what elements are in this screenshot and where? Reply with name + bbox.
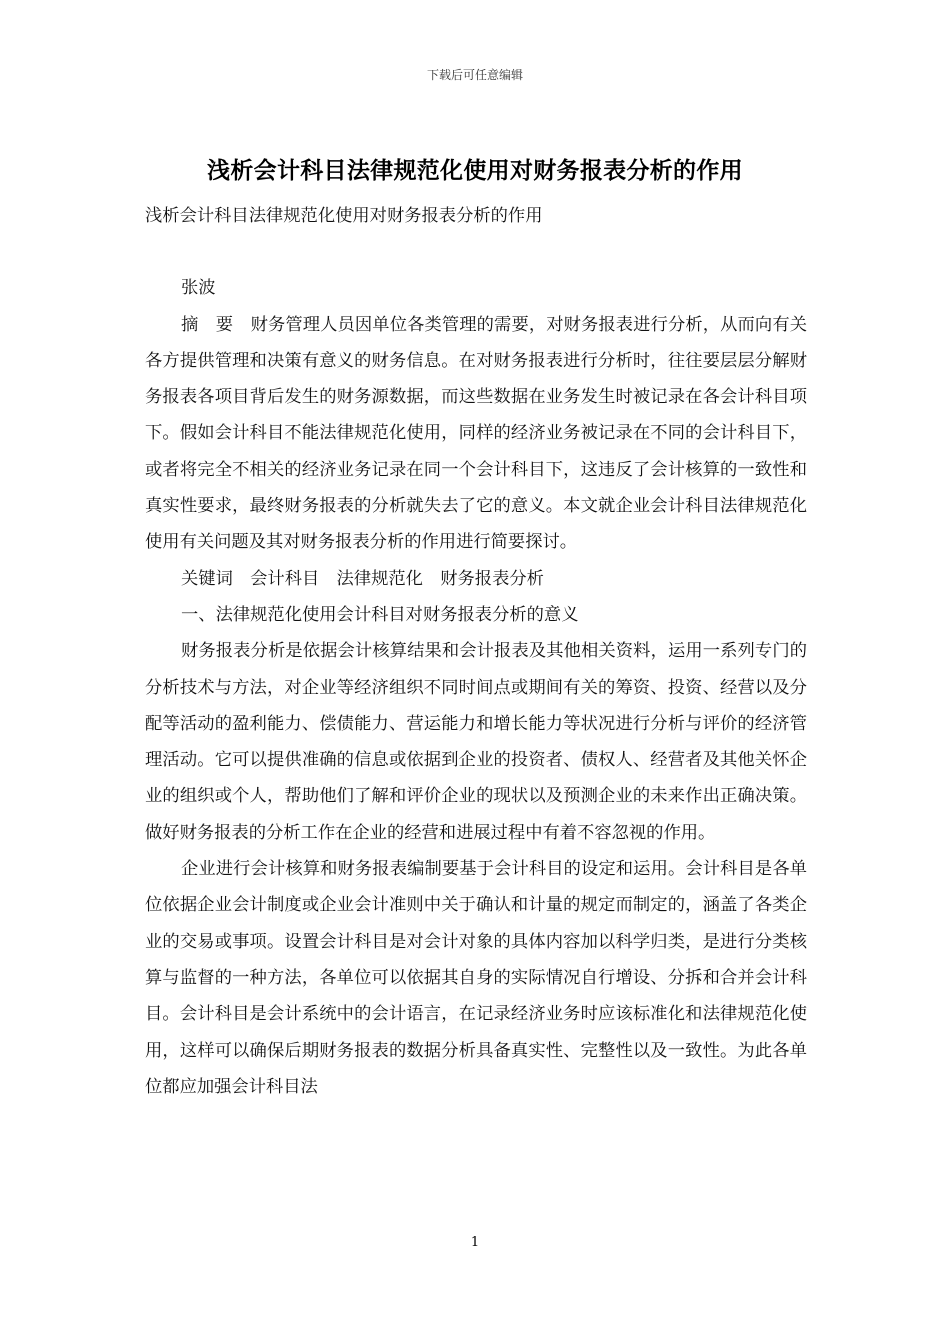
document-title: 浅析会计科目法律规范化使用对财务报表分析的作用 <box>207 158 743 184</box>
body-paragraph: 财务报表分析是依据会计核算结果和会计报表及其他相关资料，运用一系列专门的分析技术与方法，对企业等经济组织不同时间点或期间有关的筹资、投资、经营以及分配等活动的盈利能力、偿债能力、营运能力和增长能力等状况进行分析与评价的经济管理活动。它可以提供准确的信息或依据到企业的投资者、债权人、经营者及其他关怀企业的组织或个人，帮助他们了解和评价企业的现状以及预测企业的未来作出正确决策。做好财务报表的分析工作在企业的经营和进展过程中有着不容忽视的作用。 <box>145 641 807 843</box>
abstract-paragraph: 摘 要 财务管理人员因单位各类管理的需要，对财务报表进行分析，从而向有关各方提供管理和决策有意义的财务信息。在对财务报表进行分析时，往往要层层分解财务报表各项目背后发生的财务源数据，而这些数据在业务发生时被记录在各会计科目项下。假如会计科目不能法律规范化使用，同样的经济业务被记录在不同的会计科目下，或者将完全不相关的经济业务记录在同一个会计科目下，这违反了会计核算的一致性和真实性要求，最终财务报表的分析就失去了它的意义。本文就企业会计科目法律规范化使用有关问题及其对财务报表分析的作用进行简要探讨。 <box>145 314 807 553</box>
section-heading: 一、法律规范化使用会计科目对财务报表分析的意义 <box>181 604 579 625</box>
subtitle: 浅析会计科目法律规范化使用对财务报表分析的作用 <box>145 206 543 226</box>
document-body <box>145 198 807 1105</box>
keywords-line: 关键词 会计科目 法律规范化 财务报表分析 <box>181 568 544 589</box>
page-number: 1 <box>470 1235 480 1250</box>
author: 张波 <box>181 278 216 299</box>
blank-line <box>145 234 807 270</box>
header-note: 下载后可任意编辑 <box>426 68 523 82</box>
body-paragraph: 企业进行会计核算和财务报表编制要基于会计科目的设定和运用。会计科目是各单位依据企业会计制度或企业会计准则中关于确认和计量的规定而制定的，涵盖了各类企业的交易或事项。设置会计科目是对会计对象的具体内容加以科学归类，是进行分类核算与监督的一种方法，各单位可以依据其自身的实际情况自行增设、分拆和合并会计科目。会计科目是会计系统中的会计语言，在记录经济业务时应该标准化和法律规范化使用，这样可以确保后期财务报表的数据分析具备真实性、完整性以及一致性。为此各单位都应加强会计科目法 <box>145 859 807 1097</box>
